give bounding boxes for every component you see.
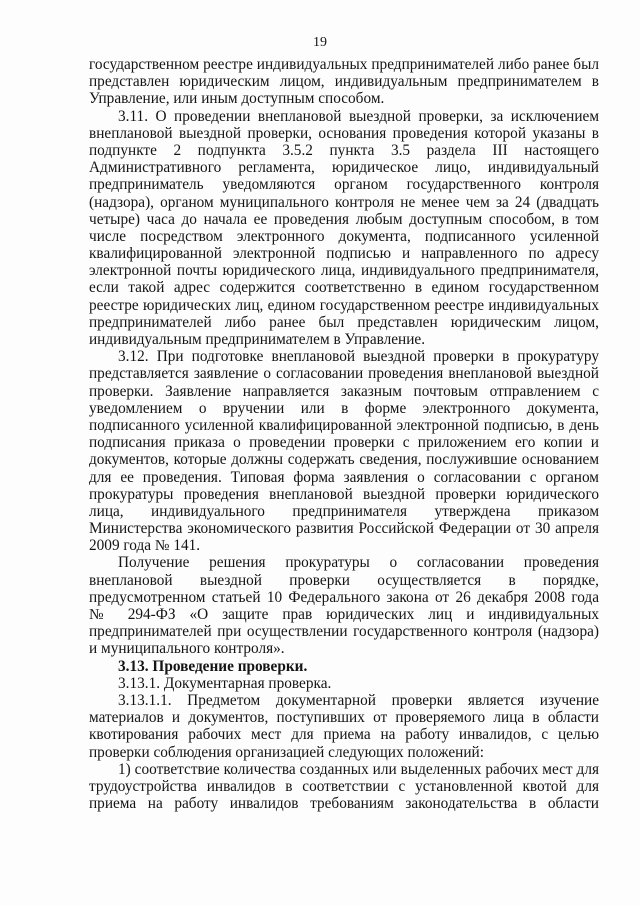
- paragraph: [89, 692, 599, 761]
- text-line: Управление, или иным доступным способом.: [89, 90, 385, 108]
- text-line: трудоустройства инвалидов в соответствии с установленной квотой для: [89, 777, 599, 795]
- text-line: и муниципального контроля».: [89, 640, 285, 658]
- text-line: числе посредством электронного документа, подписанного усиленной: [89, 227, 599, 245]
- text-line: (надзора), органом муниципального контроля не менее чем за 24 (двадцать: [89, 193, 599, 211]
- text-line: Административного регламента, юридическое лицо, индивидуальный: [89, 159, 599, 177]
- text-line: 1) соответствие количества созданных или выделенных рабочих мест для: [118, 760, 599, 778]
- text-line: электронной почты юридического лица, индивидуального предпринимателя,: [89, 262, 599, 280]
- text-line: если такой адрес содержится соответственно в едином государственном: [89, 279, 599, 297]
- text-line: 3.13.1.1. Предметом документарной проверки является изучение: [118, 691, 599, 709]
- text-line: уведомлением о вручении или в форме электронного документа,: [89, 399, 599, 417]
- paragraph: [89, 56, 599, 108]
- paragraph: [89, 761, 599, 813]
- page-number: 19: [313, 35, 327, 50]
- text-line: проверки соблюдения организацией следующих положений:: [89, 743, 484, 761]
- text-line: 3.11. О проведении внеплановой выездной проверки, за исключением: [118, 107, 599, 125]
- text-line: индивидуальным предпринимателем в Управление.: [89, 331, 426, 348]
- section-heading-line: 3.13. Проведение проверки.: [118, 657, 308, 675]
- text-line: предпринимателей либо ранее был представлен юридическим лицом,: [89, 313, 599, 331]
- paragraph: [89, 108, 599, 349]
- paragraph: [89, 348, 599, 554]
- text-line: предпринимателей при осуществлении государственного контроля (надзора): [89, 623, 599, 641]
- text-line: подписанного усиленной квалифицированной электронной подписью, в день: [89, 416, 599, 434]
- text-line: государственном реестре индивидуальных предпринимателей либо ранее был: [89, 56, 599, 73]
- text-line: для ее проведения. Типовая форма заявления о согласовании с органом: [89, 468, 599, 486]
- text-line: материалов и документов, поступивших от проверяемого лица в области: [89, 709, 599, 727]
- text-line: подписания приказа о проведении проверки с приложением его копии и: [89, 434, 599, 452]
- text-line: 2009 года № 141.: [89, 537, 201, 555]
- paragraph: [89, 554, 599, 657]
- text-line: приема на работу инвалидов требованиям законодательства в области: [89, 795, 599, 813]
- text-line: квотирования рабочих мест для приема на работу инвалидов, с целью: [89, 726, 599, 744]
- paragraph: [89, 675, 599, 692]
- text-line: документов, которые должны содержать сведения, послужившие основанием: [89, 451, 599, 469]
- text-line: внеплановой выездной проверки осуществляется в порядке,: [89, 571, 599, 589]
- text-line: четыре) часа до начала ее проведения любым доступным способом, в том: [89, 210, 599, 228]
- text-line: проверки. Заявление направляется заказным почтовым отправлением с: [89, 382, 599, 400]
- text-line: внеплановой выездной проверки, основания проведения которой указаны в: [89, 124, 599, 142]
- text-line: представляется заявление о согласовании проведения внеплановой выездной: [89, 365, 599, 383]
- text-line: квалифицированной электронной подписью и направленного по адресу: [89, 245, 599, 263]
- text-line: предприниматель уведомляются органом государственного контроля: [89, 176, 599, 194]
- text-line: 3.12. При подготовке внеплановой выездной проверки в прокуратуру: [118, 348, 599, 366]
- text-line: реестре юридических лиц, едином государственном реестре индивидуальных: [89, 296, 599, 314]
- document-body: [89, 56, 599, 812]
- text-line: 3.13.1. Документарная проверка.: [118, 674, 332, 692]
- text-line: представлен юридическим лицом, индивидуальным предпринимателем в: [89, 73, 599, 91]
- text-line: № 294-ФЗ «О защите прав юридических лиц и индивидуальных: [89, 606, 599, 623]
- text-line: лица, индивидуального предпринимателя утверждена приказом: [89, 502, 599, 520]
- text-line: прокуратуры проведения внеплановой выездной проверки юридического: [89, 485, 599, 503]
- text-line: подпункте 2 подпункта 3.5.2 пункта 3.5 раздела III настоящего: [89, 141, 599, 159]
- text-line: Министерства экономического развития Российской Федерации от 30 апреля: [89, 520, 599, 538]
- text-line: предусмотренном статьей 10 Федерального закона от 26 декабря 2008 года: [89, 588, 599, 606]
- text-line: Получение решения прокуратуры о согласовании проведения: [118, 554, 599, 572]
- paragraph: [89, 658, 599, 675]
